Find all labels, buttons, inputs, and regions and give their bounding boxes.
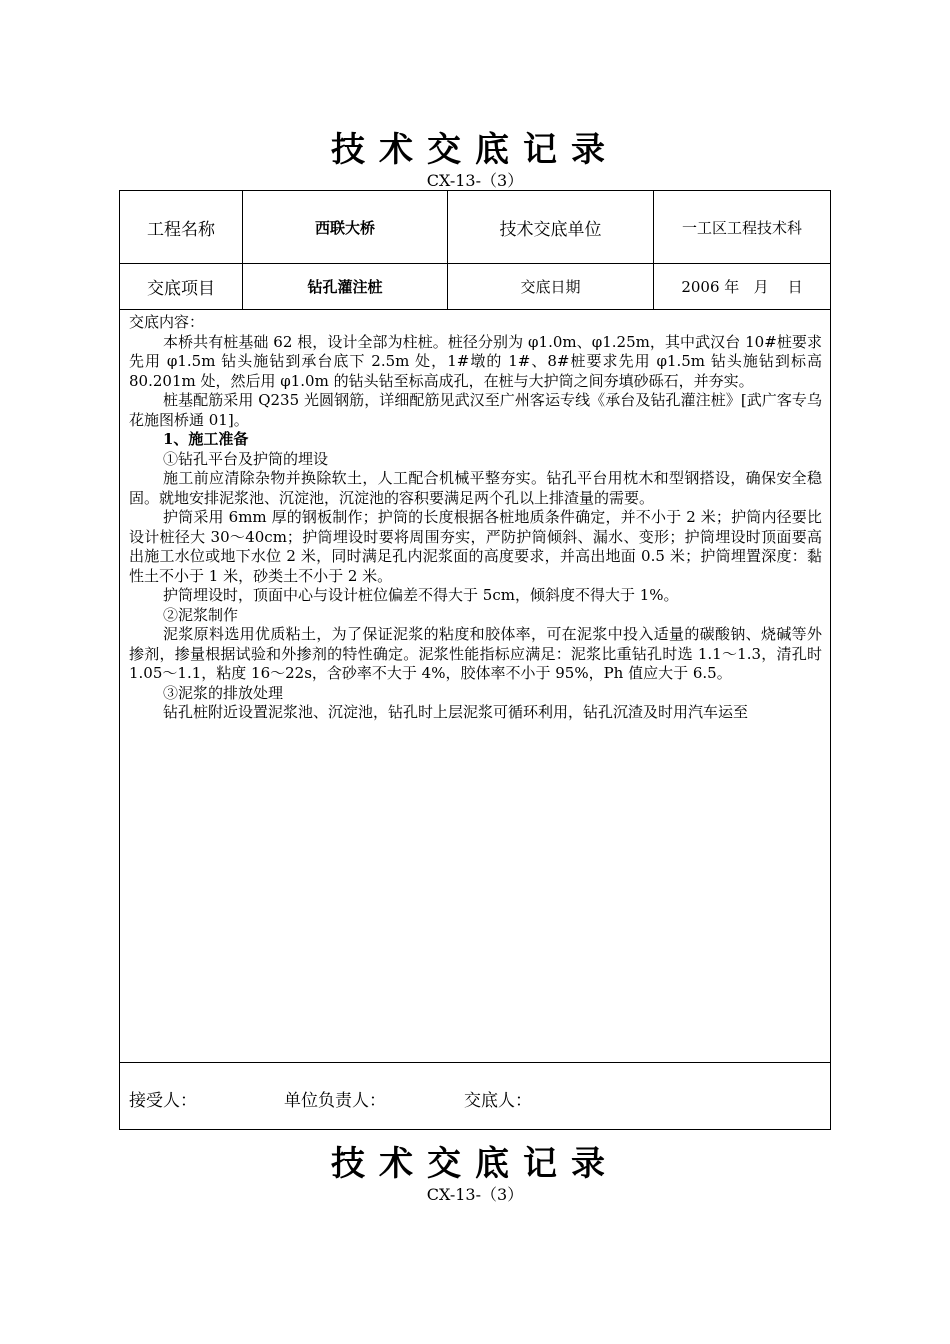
document-code-next-page: CX-13-（3） <box>426 1185 524 1204</box>
unit-label: 技术交底单位 <box>448 191 654 264</box>
subsection-heading: ③泥浆的排放处理 <box>163 683 284 702</box>
date-label: 交底日期 <box>448 264 654 310</box>
project-name-label: 工程名称 <box>120 191 243 264</box>
item-label: 交底项目 <box>120 264 243 310</box>
content-label: 交底内容： <box>129 313 205 331</box>
presenter-label: 交底人： <box>464 1091 532 1111</box>
content-area <box>120 310 830 1063</box>
unit-value: 一工区工程技术科 <box>654 191 830 264</box>
content-paragraph: 本桥共有桩基础 62 根，设计全部为柱桩。桩径分别为 φ1.0m、φ1.25m，其中武汉台 10#桩要求先用 φ1.5m 钻头施钻到承台底下 2.5m 处，1#墩的 1#、8#桩要求先用 φ1.5m 钻头施钻到标高 80.201m 处，然后用 φ1.0m 的钻头钻至标高成孔，在桩与大护筒之间夯填砂砾石，并夯实。 <box>129 332 822 390</box>
unit-head-label: 单位负责人： <box>284 1091 386 1111</box>
record-table <box>119 190 831 1130</box>
content-paragraph: 泥浆原料选用优质粘土，为了保证泥浆的粘度和胶体率，可在泥浆中投入适量的碳酸钠、烧碱等外掺剂，掺量根据试验和外掺剂的特性确定。泥浆性能指标应满足：泥浆比重钻孔时选 1.1～1.3，清孔时 1.05～1.1，粘度 16～22s，含砂率不大于 4%，胶体率不小于 95%，Ph 值应大于 6.5。 <box>129 625 822 682</box>
receiver-label: 接受人： <box>129 1091 197 1111</box>
document-title-next-page: 技术交底记录 <box>331 1144 619 1184</box>
content-paragraph: 护筒采用 6mm 厚的钢板制作；护筒的长度根据各桩地质条件确定，并不小于 2 米；护筒内径要比设计桩径大 30～40cm；护筒埋设时要将周围夯实，严防护筒倾斜、漏水、变形；护筒埋设时顶面要高出施工水位或地下水位 2 米，同时满足孔内泥浆面的高度要求，并高出地面 0.5 米；护筒埋置深度：黏性土不小于 1 米，砂类土不小于 2 米。 <box>129 508 822 585</box>
document-code: CX-13-（3） <box>426 171 524 190</box>
content-paragraph: 钻孔桩附近设置泥浆池、沉淀池，钻孔时上层泥浆可循环利用，钻孔沉渣及时用汽车运至 <box>163 703 749 721</box>
subsection-heading: ②泥浆制作 <box>163 605 239 624</box>
project-name-value: 西联大桥 <box>243 191 448 264</box>
document-title: 技术交底记录 <box>331 130 619 170</box>
subsection-heading: ①钻孔平台及护筒的埋设 <box>163 449 329 468</box>
content-paragraph: 施工前应清除杂物并换除软土，人工配合机械平整夯实。钻孔平台用枕木和型钢搭设，确保安全稳固。就地安排泥浆池、沉淀池，沉淀池的容积要满足两个孔以上排渣量的需要。 <box>129 469 822 507</box>
date-value: 2006 年 月 日 <box>654 264 830 310</box>
content-paragraph: 桩基配筋采用 Q235 光圆钢筋，详细配筋见武汉至广州客运专线《承台及钻孔灌注桩》[武广客专乌花施图桥通 01]。 <box>129 391 822 429</box>
content-paragraph: 护筒埋设时，顶面中心与设计桩位偏差不得大于 5cm，倾斜度不得大于 1%。 <box>163 586 679 604</box>
item-value: 钻孔灌注桩 <box>243 264 448 310</box>
section-heading: 1、施工准备 <box>163 430 249 448</box>
